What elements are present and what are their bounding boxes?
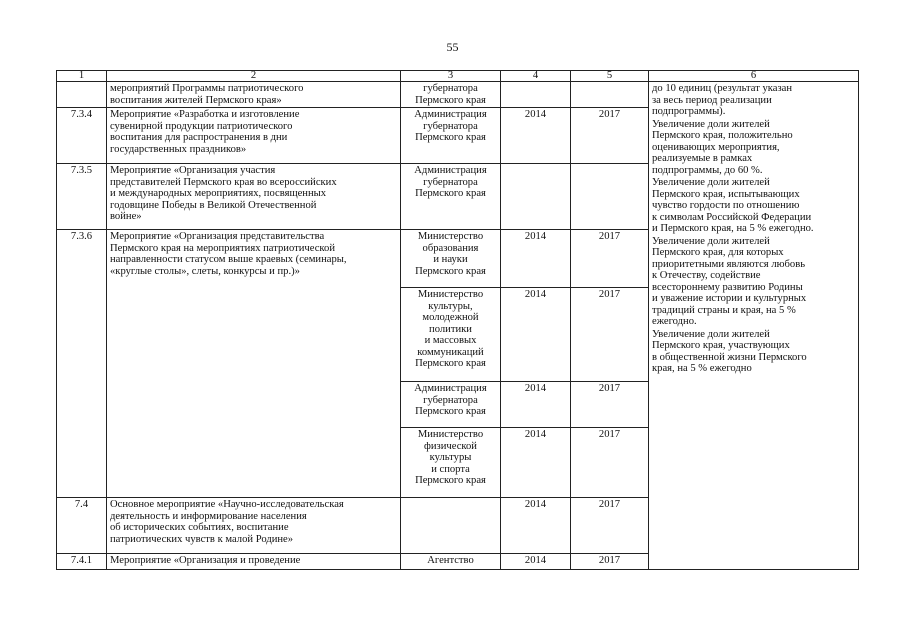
executor: Министерство физической культуры и спорта Пермского края	[401, 428, 501, 498]
column-header: 1	[57, 71, 107, 82]
column-header: 5	[571, 71, 649, 82]
end-year: 2017	[571, 108, 649, 164]
expected-results	[649, 82, 859, 570]
column-header: 2	[107, 71, 401, 82]
result-text: Увеличение доли жителей Пермского края, участвующих в общественной жизни Пермского края, на 5 % ежегодно	[652, 328, 807, 374]
column-header: 4	[501, 71, 571, 82]
executor: Министерство образования и науки Пермского края	[401, 230, 501, 288]
executor: губернатора Пермского края	[401, 82, 501, 108]
result-text: до 10 единиц (результат указан за весь период реализации подпрограммы).	[652, 83, 793, 117]
result-text: Увеличение доли жителей Пермского края, для которых приоритетными являются любовь к Отечеству, содействие всестороннему развитию Родины и уважение истории и культурных традиций страны и края, на 5 % ежегодно.	[652, 235, 807, 327]
end-year: 2017	[571, 230, 649, 288]
start-year: 2014	[501, 108, 571, 164]
start-year	[501, 82, 571, 108]
start-year: 2014	[501, 428, 571, 498]
row-number	[57, 82, 107, 108]
executor: Агентство	[401, 554, 501, 570]
row-number: 7.4	[57, 498, 107, 554]
column-header: 6	[649, 71, 859, 82]
executor: Администрация губернатора Пермского края	[401, 382, 501, 428]
end-year: 2017	[571, 382, 649, 428]
row-number: 7.4.1	[57, 554, 107, 570]
row-number: 7.3.4	[57, 108, 107, 164]
page-number: 55	[446, 40, 459, 54]
executor: Администрация губернатора Пермского края	[401, 108, 501, 164]
table-header-row	[57, 71, 859, 82]
measures-table	[56, 70, 859, 570]
executor	[401, 498, 501, 554]
measure-name: Мероприятие «Организация и проведение	[107, 554, 401, 570]
measure-name: Мероприятие «Организация представительства Пермского края на мероприятиях патриотической направленности статусом выше краевых (семинары, «круглые столы», слеты, конкурсы и пр.)»	[107, 230, 401, 498]
measure-name: мероприятий Программы патриотического воспитания жителей Пермского края»	[107, 82, 401, 108]
end-year	[571, 164, 649, 230]
table-row	[57, 82, 859, 108]
measure-name: Мероприятие «Разработка и изготовление сувенирной продукции патриотического воспитания для распространения в дни государственных праздников»	[107, 108, 401, 164]
row-number: 7.3.5	[57, 164, 107, 230]
start-year: 2014	[501, 554, 571, 570]
start-year: 2014	[501, 230, 571, 288]
end-year: 2017	[571, 554, 649, 570]
end-year	[571, 82, 649, 108]
executor: Администрация губернатора Пермского края	[401, 164, 501, 230]
end-year: 2017	[571, 498, 649, 554]
row-number: 7.3.6	[57, 230, 107, 498]
column-header: 3	[401, 71, 501, 82]
executor: Министерство культуры, молодежной политики и массовых коммуникаций Пермского края	[401, 288, 501, 382]
measure-name: Мероприятие «Организация участия представителей Пермского края во всероссийских и международных мероприятиях, посвященных годовщине Победы в Великой Отечественной войне»	[107, 164, 401, 230]
end-year: 2017	[571, 428, 649, 498]
start-year: 2014	[501, 382, 571, 428]
start-year	[501, 164, 571, 230]
result-text: Увеличение доли жителей Пермского края, испытывающих чувство гордости по отношению к символам Российской Федерации и Пермского края, на 5 % ежегодно.	[652, 177, 814, 234]
start-year: 2014	[501, 288, 571, 382]
measure-name: Основное мероприятие «Научно-исследовательская деятельность и информирование населения об исторических событиях, воспитание патриотических чувств к малой Родине»	[107, 498, 401, 554]
end-year: 2017	[571, 288, 649, 382]
result-text: Увеличение доли жителей Пермского края, положительно оценивающих мероприятия, реализуемые в рамках подпрограммы, до 60 %.	[652, 118, 793, 176]
start-year: 2014	[501, 498, 571, 554]
